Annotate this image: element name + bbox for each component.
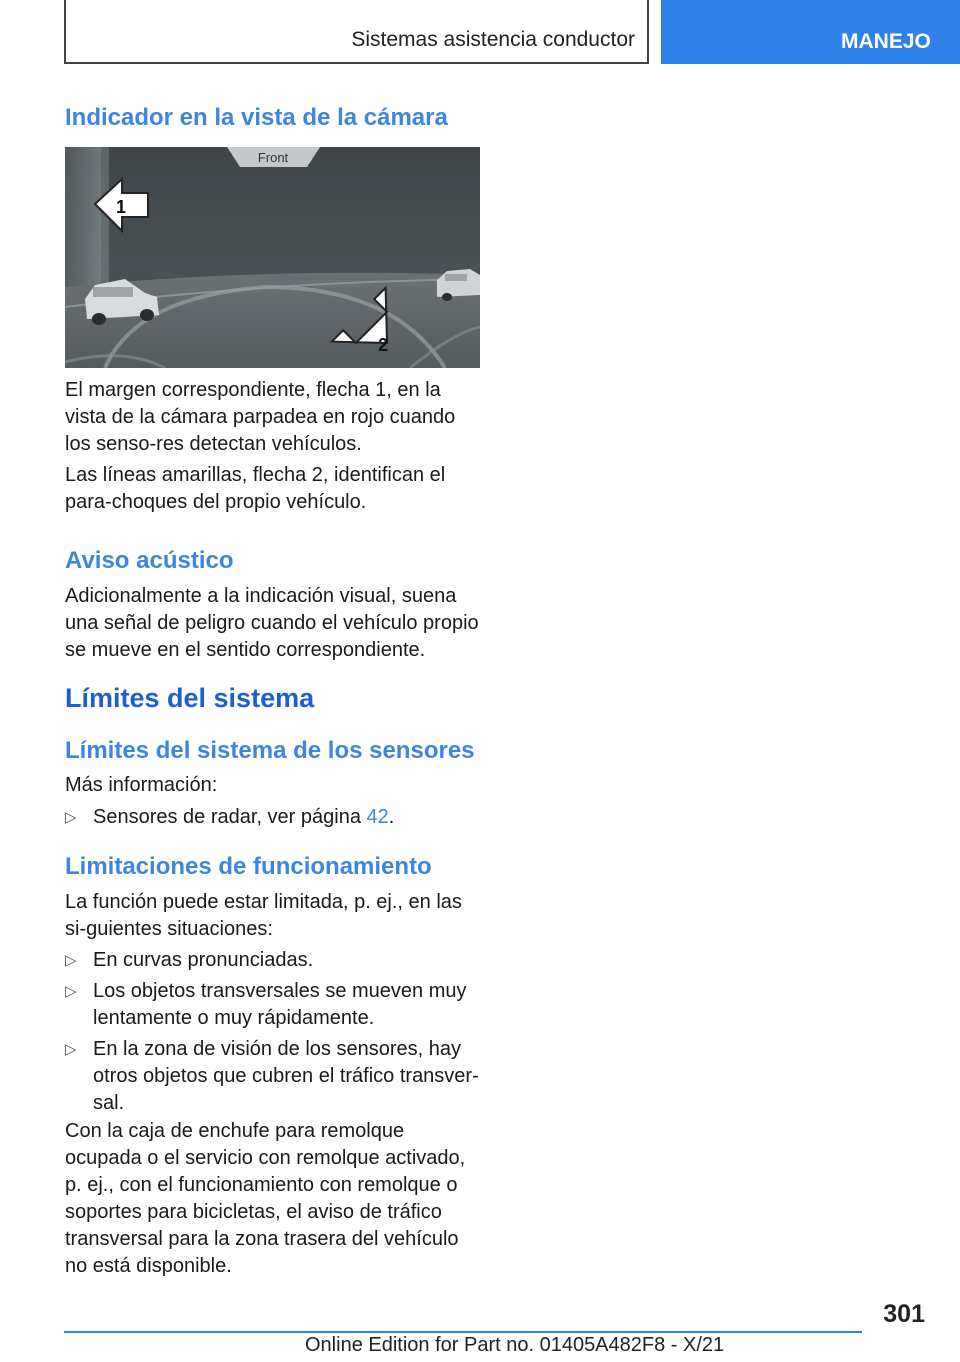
- triangle-bullet-icon: ▷: [65, 983, 77, 1000]
- paragraph-funcion-limitada: La función puede estar limitada, p. ej., en las si-guientes situaciones:: [65, 891, 462, 940]
- heading-limites-sensores: Límites del sistema de los sensores: [65, 737, 475, 764]
- camera-view-image: [65, 147, 480, 368]
- heading-aviso-acustico: Aviso acústico: [65, 547, 234, 574]
- triangle-bullet-icon: ▷: [65, 1041, 77, 1058]
- header-box: [64, 0, 649, 64]
- paragraph-aviso: Adicionalmente a la indicación visual, suena una señal de peligro cuando el vehículo propio se mueve en el sentido correspondiente.: [65, 585, 479, 661]
- svg-text:1: 1: [115, 197, 127, 217]
- heading-limites-sistema: Límites del sistema: [65, 683, 315, 713]
- svg-text:2: 2: [377, 335, 389, 355]
- header-tab-label: MANEJO: [841, 30, 931, 53]
- heading-limitaciones: Limitaciones de funcionamiento: [65, 853, 432, 880]
- paragraph-lineas: Las líneas amarillas, flecha 2, identifican el para-choques del propio vehículo.: [65, 464, 446, 513]
- front-label: Front: [257, 150, 289, 165]
- footer-divider: [64, 1331, 862, 1333]
- triangle-bullet-icon: ▷: [65, 809, 77, 826]
- header-section-title: Sistemas asistencia conductor: [351, 28, 635, 51]
- triangle-bullet-icon: ▷: [65, 952, 77, 969]
- paragraph-caja-enchufe: Con la caja de enchufe para remolque ocupada o el servicio con remolque activado, p. ej., con el funcionamiento con remolque o soportes para bicicletas, el aviso de tráfico transversal para la zona trasera del vehículo no está disponible.: [65, 1120, 466, 1277]
- header-tab-manejo[interactable]: [661, 0, 960, 64]
- paragraph-margen: El margen correspondiente, flecha 1, en la vista de la cámara parpadea en rojo cuando los senso-res detectan vehículos.: [65, 379, 456, 455]
- page-number: 301: [883, 1300, 925, 1328]
- heading-indicador: Indicador en la vista de la cámara: [65, 104, 448, 131]
- footer-edition: Online Edition for Part no. 01405A482F8 - X/21: [305, 1334, 725, 1356]
- paragraph-mas-info: Más información:: [65, 774, 218, 796]
- page-link-42[interactable]: 42: [366, 806, 389, 828]
